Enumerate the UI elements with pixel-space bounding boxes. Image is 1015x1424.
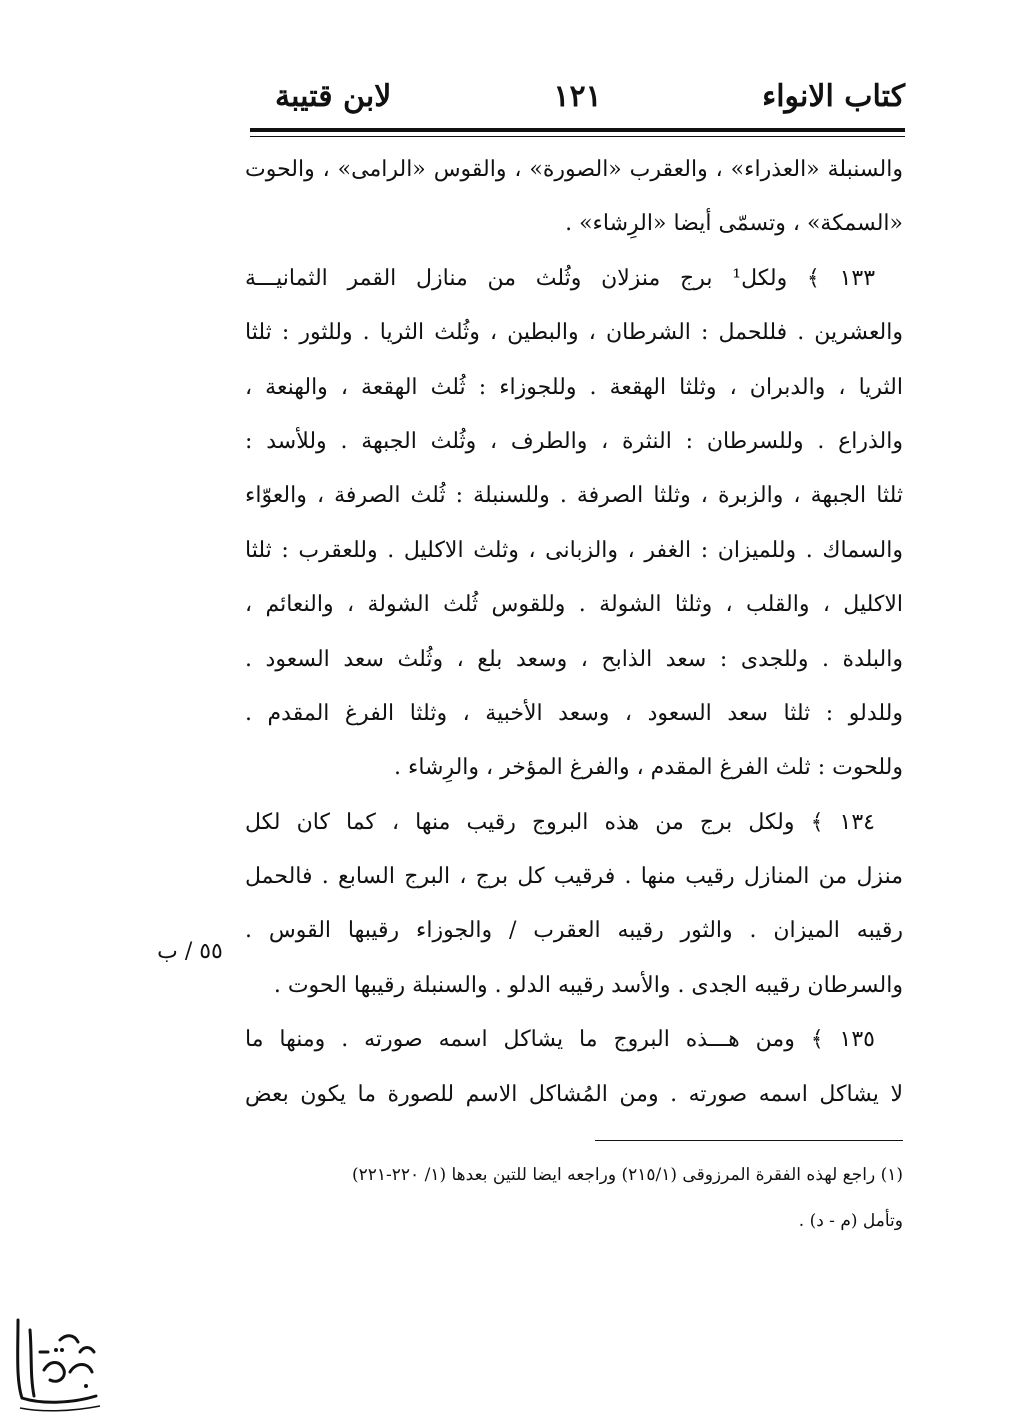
text-line: والسرطان رقيبه الجدى . والأسد رقيبه الدلو . والسنبلة رقيبها الحوت .	[273, 972, 903, 998]
page-header	[250, 72, 905, 122]
text-line: والعشرين . فللحمل : الشرطان ، والبطين ، وثُلث الثريا . وللثور : ثلثا	[245, 320, 903, 346]
text-line: والسماك . وللميزان : الغفر ، والزبانى ، وثلث الاكليل . وللعقرب : ثلثا	[245, 537, 903, 563]
text-line: ثلثا الجبهة ، والزبرة ، وثلثا الصرفة . وللسنبلة : ثُلث الصرفة ، والعوّاء	[245, 483, 903, 509]
text-line: والذراع . وللسرطان : النثرة ، والطرف ، وثُلث الجبهة . وللأسد :	[245, 428, 903, 454]
header-rule-thick	[250, 128, 905, 132]
footnote-line: (١) راجع لهذه الفقرة المرزوقى (٢١٥/١) وراجعه ايضا للتين بعدها (١/ ٢٢٠-٢٢١)	[351, 1165, 903, 1185]
paragraph-135-start: ١٣٥ ﴾ ومن هـــذه البروج ما يشاكل اسمه صورته . ومنها ما	[245, 1027, 875, 1053]
text-line: والبلدة . وللجدى : سعد الذابح ، وسعد بلع ، وثُلث سعد السعود .	[245, 646, 903, 672]
text-line: وللحوت : ثلث الفرغ المقدم ، والفرغ المؤخر ، والرِشاء .	[393, 755, 903, 781]
body-text	[245, 143, 903, 1122]
text-line: لا يشاكل اسمه صورته . ومن المُشاكل الاسم للصورة ما يكون بعض	[245, 1081, 903, 1107]
paragraph-133-start: ١٣٣ ﴾ ولكل¹ برج منزلان وثُلث من منازل القمر الثمانيـــة	[245, 265, 876, 291]
calligraphy-logo-icon	[0, 1300, 110, 1415]
text-line: والسنبلة «العذراء» ، والعقرب «الصورة» ، والقوس «الرامى» ، والحوت	[245, 157, 903, 182]
footnote-rule	[595, 1140, 903, 1141]
text-line: منزل من المنازل رقيب منها . فرقيب كل برج ، البرج السابع . فالحمل	[245, 864, 903, 890]
page-number: ١٢١	[553, 79, 602, 114]
header-rule-thin	[250, 136, 905, 137]
manuscript-folio-note: ٥٥ / ب	[157, 939, 223, 964]
paragraph-134-start: ١٣٤ ﴾ ولكل برج من هذه البروج رقيب منها ، كما كان لكل	[245, 809, 875, 835]
author-name: لابن قتيبة	[275, 79, 392, 114]
text-line: وللدلو : ثلثا سعد السعود ، وسعد الأخبية ، وثلثا الفرغ المقدم .	[245, 700, 903, 726]
book-title: كتاب الانواء	[762, 79, 905, 114]
footnote-line: وتأمل (م - د) .	[798, 1211, 903, 1231]
footnotes	[245, 1152, 903, 1244]
text-line: الثريا ، والدبران ، وثلثا الهقعة . وللجوزاء : ثُلث الهقعة ، والهنعة ،	[245, 374, 903, 400]
publisher-logo	[0, 1300, 110, 1415]
text-line: رقيبه الميزان . والثور رقيبه العقرب / والجوزاء رقيبها القوس .	[245, 918, 903, 944]
text-line: الاكليل ، والقلب ، وثلثا الشولة . وللقوس ثُلث الشولة ، والنعائم ،	[245, 592, 903, 618]
text-line: «السمكة» ، وتسمّى أيضا «الرِشاء» .	[565, 211, 903, 237]
